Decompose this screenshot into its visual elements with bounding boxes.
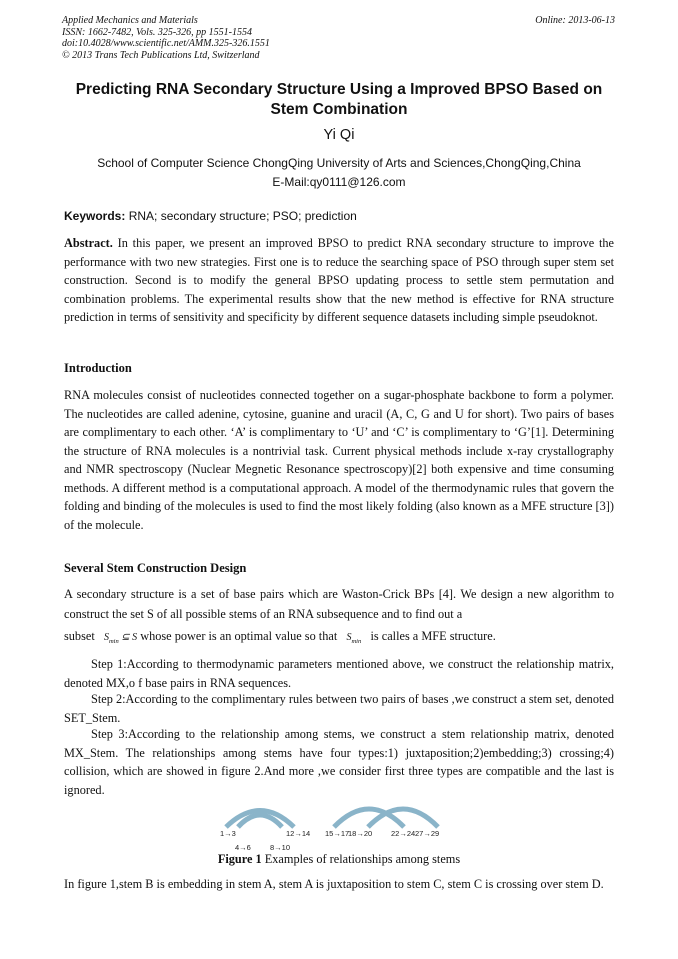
caption-text: Examples of relationships among stems [261, 852, 461, 866]
label-22-24: 22→24 [391, 829, 416, 838]
subset-suffix: is calles a MFE structure. [367, 629, 496, 643]
affiliation: School of Computer Science ChongQing University of Arts and Sciences,ChongQing,China [97, 156, 581, 170]
author-name: Yi Qi [323, 127, 355, 143]
intro-heading: Introduction [64, 361, 132, 375]
abstract-label: Abstract. [64, 236, 113, 250]
caption-label: Figure 1 [217, 852, 262, 866]
keywords-label: Keywords: [64, 209, 126, 223]
title-line-1: Predicting RNA Secondary Structure Using a Improved BPSO Based on [75, 81, 603, 98]
subset-line [64, 627, 614, 652]
intro-paragraph: RNA molecules consist of nucleotides connected together on a sugar-phosphate backbone to form a polymer. The nucleotides are called adenine, cytosine, guanine and uracil (A, C, G and U for short). Two pairs of bases are complimentary to each other. ‘A’ is complimentary to ‘U’ and ‘C’ is complimentary to ‘G’[1]. Determining the structure of RNA molecules is a nontrivial task. Current physical methods include x-ray crystallography and NMR spectroscopy (Nuclear Megnetic Resonance spectroscopy)[2] both expensive and time consuming methods. A different method is a computational approach. A model of the thermodynamic rules that govern the folding and binding of the molecules is used to find the most likely folding (also known as a MFE structure [3]) of the molecule. [64, 388, 614, 532]
math-s-2: S [346, 632, 352, 643]
email: E-Mail:qy0111@126.com [272, 175, 406, 189]
copyright-line: © 2013 Trans Tech Publications Ltd, Switzerland [62, 49, 260, 61]
figure-caption [0, 852, 678, 867]
step-2: Step 2:According to the complimentary rules between two pairs of bases ,we construct a stem set, denoted SET_Stem. [64, 692, 614, 725]
keywords-line [64, 209, 357, 223]
math-set-s: S [132, 632, 138, 643]
subset-prefix: subset [64, 629, 98, 643]
closing-paragraph: In figure 1,stem B is embedding in stem A, stem A is juxtaposition to stem C, stem C is crossing over stem D. [64, 877, 604, 891]
keywords-text: RNA; secondary structure; PSO; prediction [125, 209, 357, 223]
label-8-10: 8→10 [270, 843, 291, 852]
journal-header [62, 15, 270, 61]
step-3: Step 3:According to the relationship among stems, we construct a stem relationship matrix, denoted MX_Stem. The relationships among stems have four types:1) juxtaposition;2)embedding;3) crossing;4) collision, which are showed in figure 2.And more ,we consider first three types are compatible and the last is ignored. [64, 727, 614, 797]
title-line-2: Stem Combination [270, 101, 408, 118]
stem-paragraph: A secondary structure is a set of base pairs which are Waston-Crick BPs [4]. We design a new algorithm to construct the set S of all possible stems of an RNA subsequence and to find out a [64, 587, 614, 621]
label-27-29: 27→29 [415, 829, 440, 838]
subset-middle: whose power is an optimal value so that [137, 629, 341, 643]
paper-title [40, 80, 638, 120]
affiliation-block [0, 154, 678, 192]
figure-1 [210, 800, 460, 852]
math-smin-subset [104, 632, 137, 643]
abstract-paragraph [64, 234, 614, 327]
label-4-6: 4→6 [235, 843, 251, 852]
doi-line: doi:10.4028/www.scientific.net/AMM.325-326.1551 [62, 38, 270, 50]
math-smin [346, 632, 361, 643]
label-1-3: 1→3 [220, 829, 236, 838]
stem-arcs [226, 809, 438, 827]
issn-line: ISSN: 1662-7482, Vols. 325-326, pp 1551-1554 [62, 26, 252, 38]
stem-relationship-diagram [210, 800, 460, 852]
math-sub-min: min [108, 638, 119, 645]
stem-heading: Several Stem Construction Design [64, 561, 247, 575]
math-s: S [103, 632, 109, 643]
label-15-17: 15→17 [325, 829, 350, 838]
math-subseteq: ⊆ [118, 632, 133, 643]
step-1: Step 1:According to thermodynamic parameters mentioned above, we construct the relationship matrix, denoted MX,o f base pairs in RNA sequences. [64, 657, 614, 690]
online-date: Online: 2013-06-13 [535, 15, 615, 26]
label-18-20: 18→20 [348, 829, 373, 838]
label-12-14: 12→14 [286, 829, 311, 838]
journal-name: Applied Mechanics and Materials [62, 15, 198, 26]
abstract-text: In this paper, we present an improved BPSO to predict RNA secondary structure to improve the performance with two new strategies. First one is to reduce the searching space of PSO through super stem set construction. Second is to modify the general BPSO updating process to settle stem permutation and combination problems. The experimental results show that the new method is effective for RNA structure prediction in terms of sensitivity and specificity by different sequence datasets including simple pseudoknot. [64, 236, 614, 324]
arc-stem-b [238, 815, 282, 827]
math-sub-min-2: min [351, 638, 362, 645]
